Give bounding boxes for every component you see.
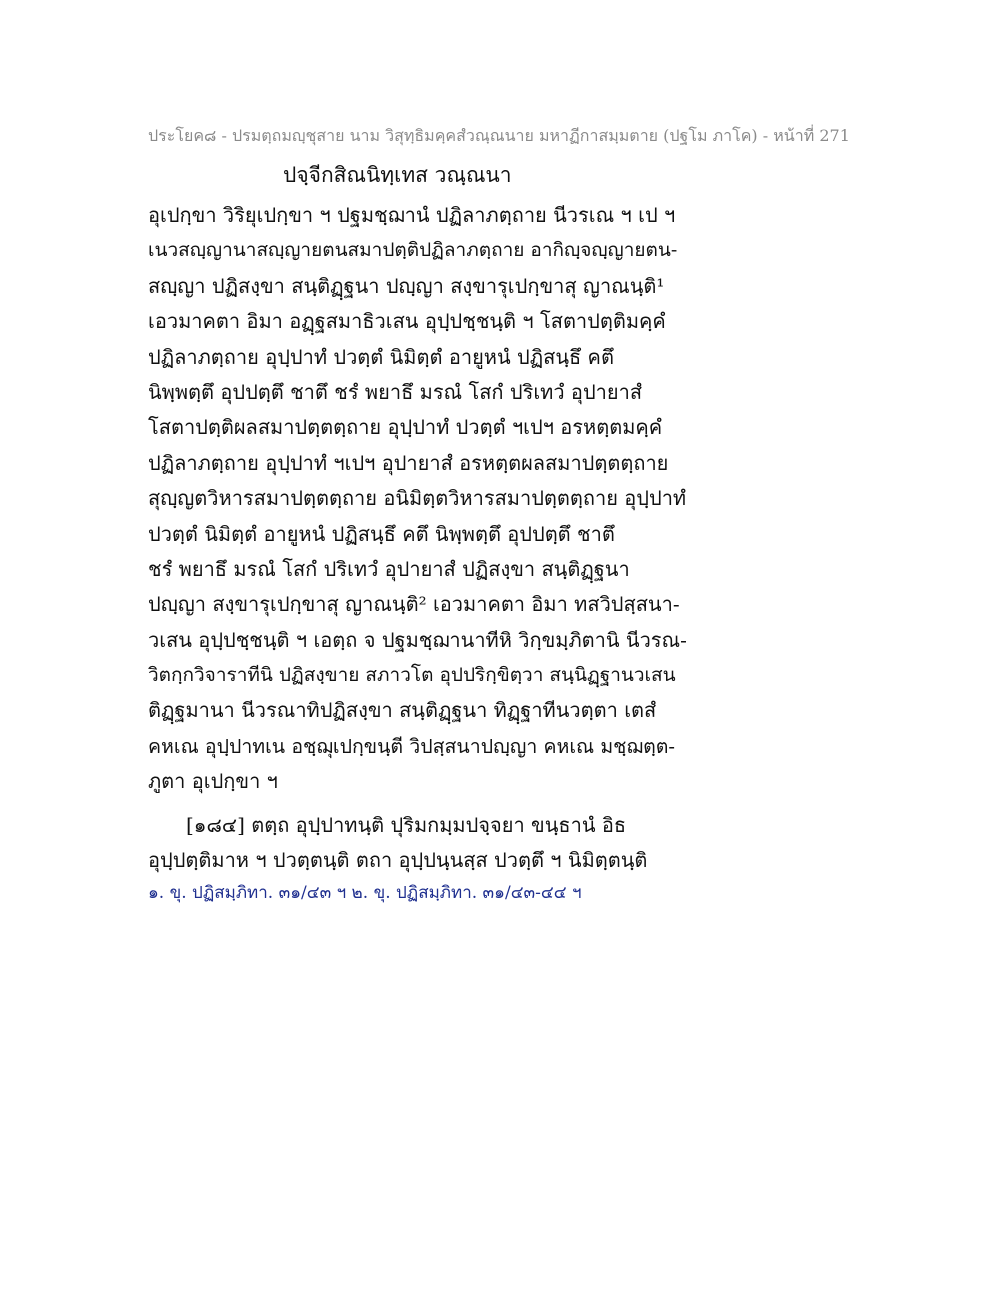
- paragraph-1: [148, 198, 688, 800]
- text-line: ภูตา อุเปกฺขา ฯ: [148, 769, 278, 794]
- text-line: ปญฺญา สงฺขารุเปกฺขาสุ ญาณนฺติ² เอวมาคตา อิมา ทสวิปสฺสนา-: [148, 592, 680, 617]
- text-line-indented: [๑๘๔] ตตฺถ อุปฺปาทนฺติ ปุริมกมฺมปจฺจยา ขนฺธานํ อิธ: [186, 812, 627, 837]
- text-line: คหเณ อุปฺปาทเน อชฺฌุเปกฺขนฺตี วิปสฺสนาปญฺญา คหเณ มชฺฌตฺต-: [148, 734, 675, 758]
- text-line: นิพฺพตฺตึ อุปปตฺตึ ชาตึ ชรํ พยาธึ มรณํ โสกํ ปริเทวํ อุปายาสํ: [148, 379, 643, 404]
- text-line: ปฏิลาภตฺถาย อุปฺปาทํ ฯเปฯ อุปายาสํ อรหตฺตผลสมาปตฺตตฺถาย: [148, 450, 669, 475]
- text-line: ชรํ พยาธึ มรณํ โสกํ ปริเทวํ อุปายาสํ ปฏิสงฺขา สนฺติฏฺฐนา: [148, 556, 630, 581]
- paragraph-gap: [148, 800, 688, 808]
- text-line: สุญฺญตวิหารสมาปตฺตตฺถาย อนิมิตฺตวิหารสมาปตฺตตฺถาย อุปฺปาทํ: [148, 486, 687, 511]
- text-line: อุปฺปตฺติมาห ฯ ปวตฺตนฺติ ตถา อุปฺปนฺนสฺส ปวตฺตึ ฯ นิมิตฺตนฺติ: [148, 848, 648, 873]
- text-line: วเสน อุปฺปชฺชนฺติ ฯ เอตฺถ จ ปฐมชฺฌานาทีหิ วิกฺขมฺภิตานิ นีวรณ-: [148, 627, 687, 652]
- running-header: ประโยค๘ - ปรมตฺถมญฺชุสาย นาม วิสุทฺธิมคฺคสํวณฺณนาย มหาฏีกาสมฺมตาย (ปฐโม ภาโค) - หน้าที่ 271: [148, 126, 850, 145]
- body-text: [148, 198, 688, 908]
- paragraph-2: [148, 808, 688, 879]
- footnotes: ๑. ขุ. ปฏิสมฺภิทา. ๓๑/๔๓ ฯ ๒. ขุ. ปฏิสมฺภิทา. ๓๑/๔๓-๔๔ ฯ: [148, 883, 582, 904]
- text-line: สญฺญา ปฏิสงฺขา สนฺติฏฺฐนา ปญฺญา สงฺขารุเปกฺขาสุ ญาณนฺติ¹: [148, 273, 665, 298]
- text-line: ปฏิลาภตฺถาย อุปฺปาทํ ปวตฺตํ นิมิตฺตํ อายูหนํ ปฏิสนฺธึ คตึ: [148, 344, 614, 369]
- text-line: ปวตฺตํ นิมิตฺตํ อายูหนํ ปฏิสนฺธึ คตึ นิพฺพตฺตึ อุปปตฺตึ ชาตึ: [148, 521, 615, 546]
- text-line: วิตกฺกวิจาราทีนิ ปฏิสงฺขาย สภาวโต อุปปริกฺขิตฺวา สนฺนิฏฺฐานวเสน: [148, 664, 676, 687]
- section-title: ปจฺจีกสิณนิทฺเทส วณฺณนา: [283, 163, 512, 187]
- text-line: เนวสญฺญานาสญฺญายตนสมาปตฺติปฏิลาภตฺถาย อากิญฺจญฺญายตน-: [148, 239, 678, 262]
- text-line: เอวมาคตา อิมา อฏฺฐสมาธิวเสน อุปฺปชฺชนฺติ ฯ โสตาปตฺติมคฺคํ: [148, 309, 666, 334]
- text-line: ติฏฺฐมานา นีวรณาทิปฏิสงฺขา สนฺติฏฺฐนา ทิฏฺฐาทีนวตฺตา เตสํ: [148, 698, 657, 723]
- text-line: โสตาปตฺติผลสมาปตฺตตฺถาย อุปฺปาทํ ปวตฺตํ ฯเปฯ อรหตฺตมคฺคํ: [148, 415, 663, 440]
- text-line: อุเปกฺขา วิริยุเปกฺขา ฯ ปฐมชฺฌานํ ปฏิลาภตฺถาย นีวรเณ ฯ เป ฯ: [148, 203, 676, 227]
